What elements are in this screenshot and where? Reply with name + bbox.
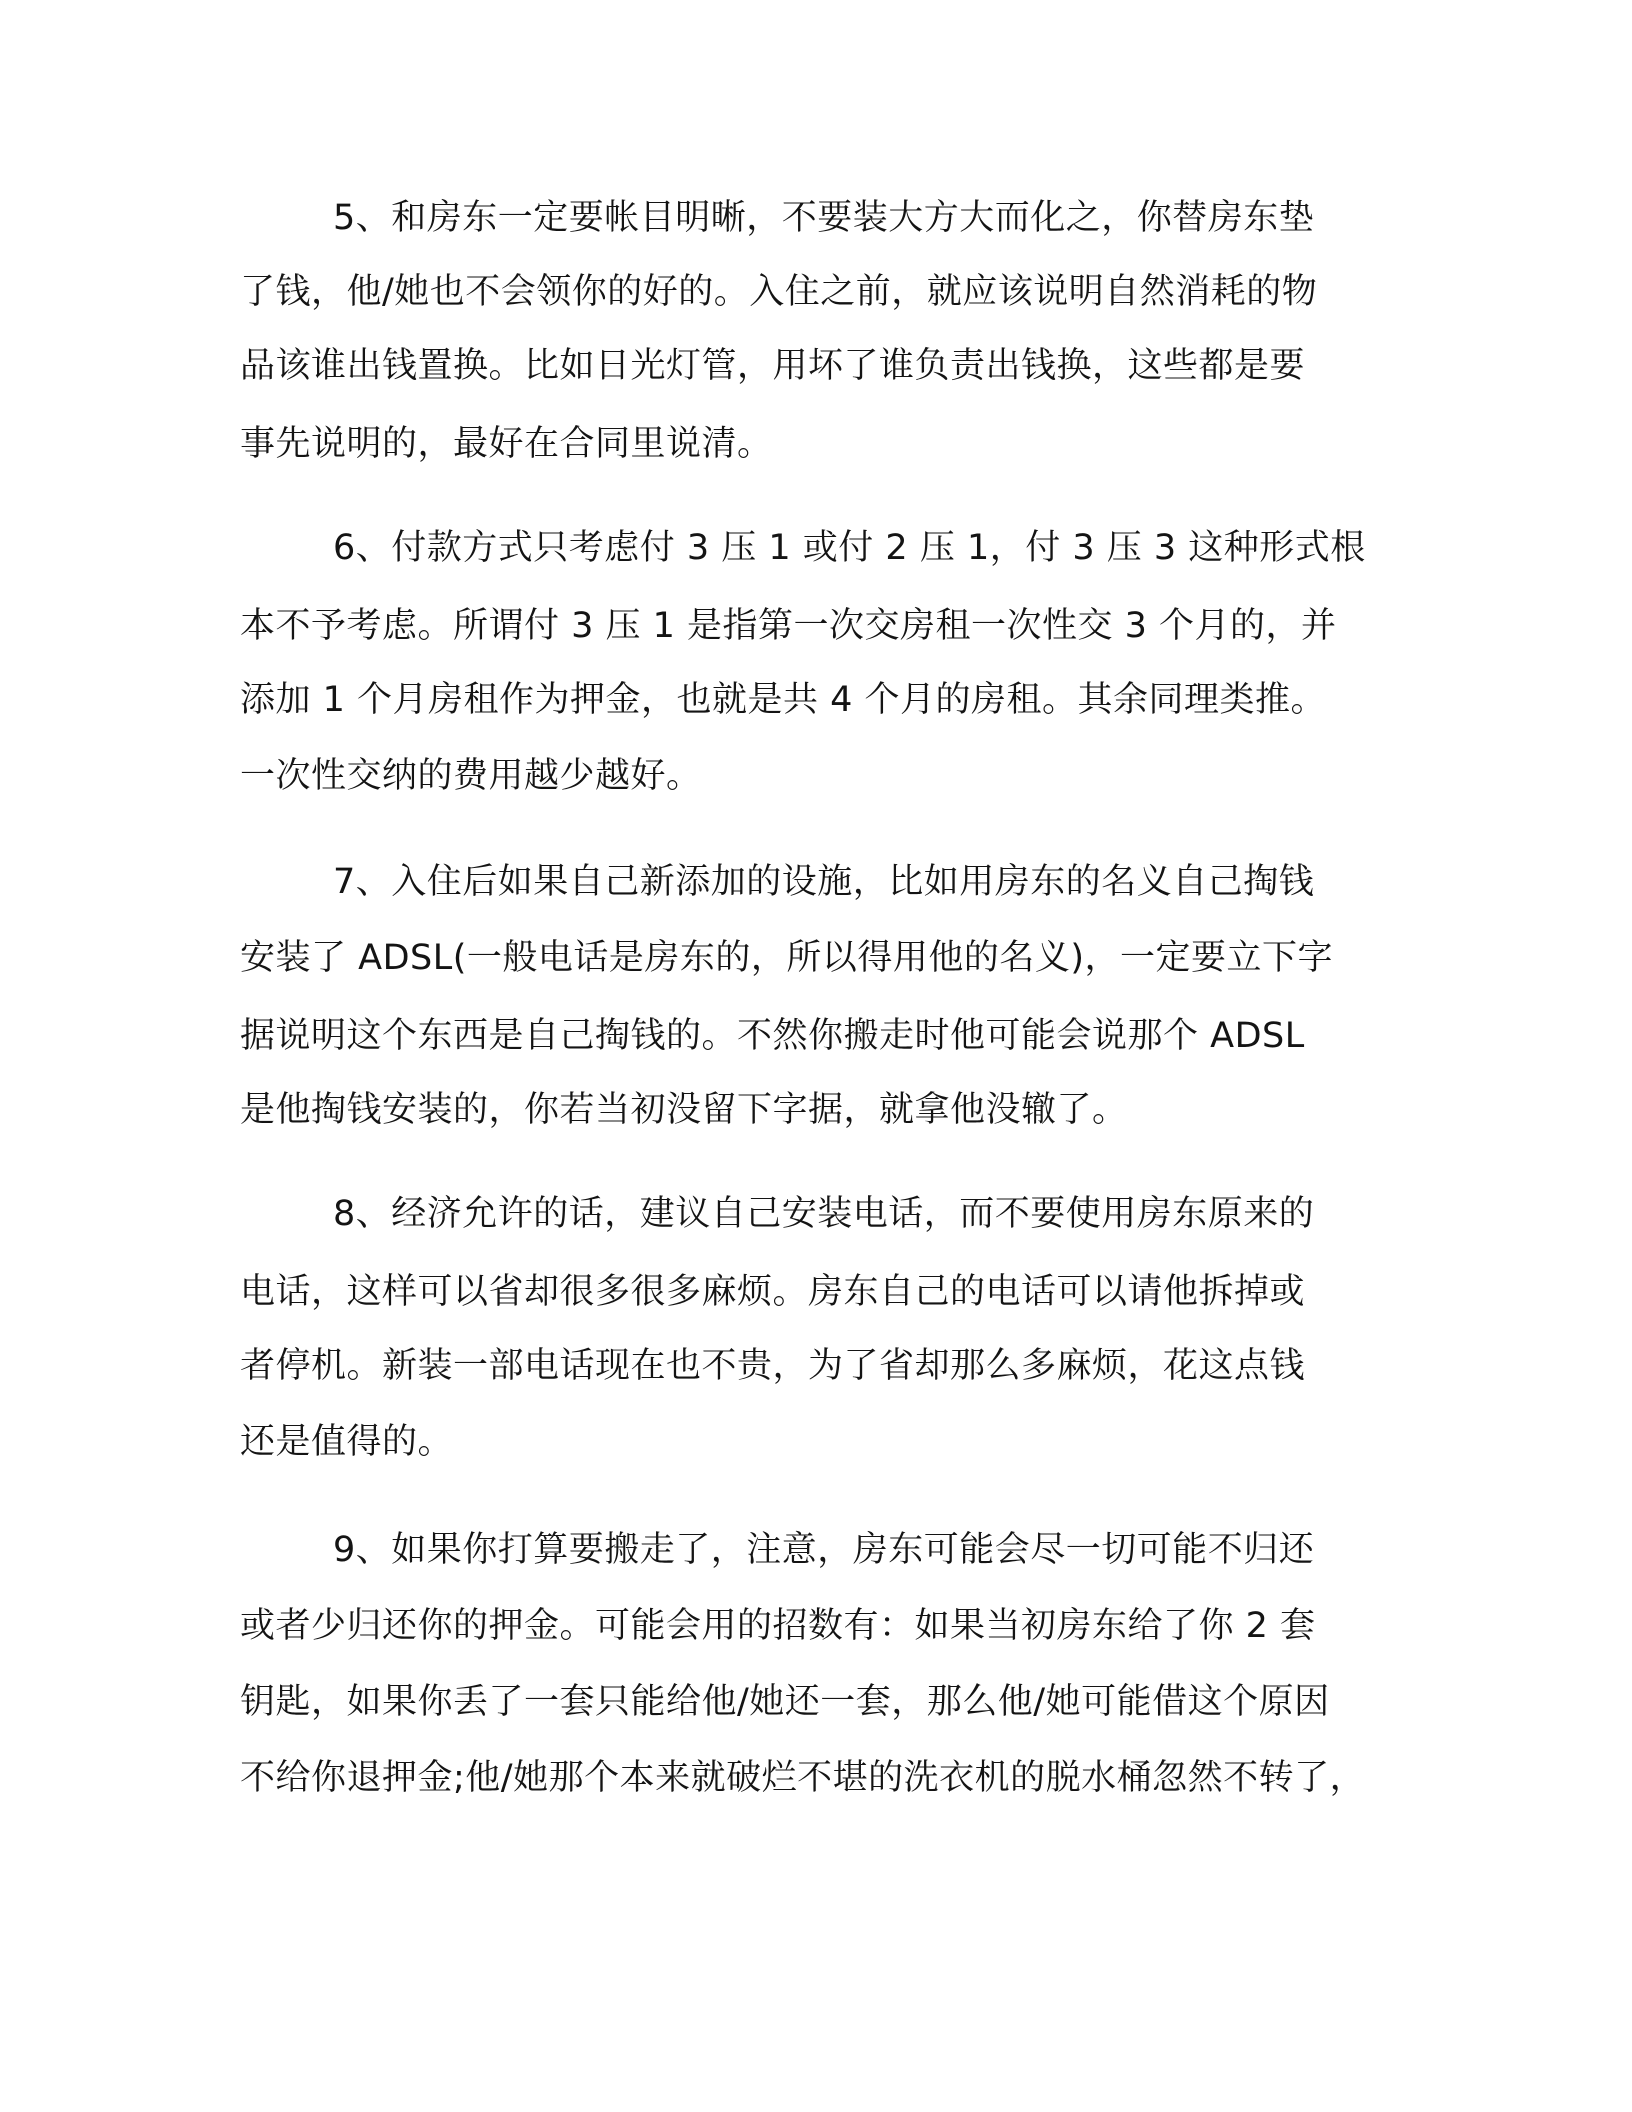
paragraph-9-line-1: 9、如果你打算要搬走了，注意，房东可能会尽一切可能不归还 bbox=[333, 1530, 1315, 1570]
paragraph-8-line-3: 者停机。新装一部电话现在也不贵，为了省却那么多麻烦，花这点钱 bbox=[240, 1346, 1306, 1386]
paragraph-9-line-3: 钥匙，如果你丢了一套只能给他/她还一套，那么他/她可能借这个原因 bbox=[240, 1682, 1330, 1722]
paragraph-6-line-4: 一次性交纳的费用越少越好。 bbox=[240, 756, 702, 796]
paragraph-5-line-4: 事先说明的，最好在合同里说清。 bbox=[240, 424, 773, 464]
paragraph-5-line-1: 5、和房东一定要帐目明晰，不要装大方大而化之，你替房东垫 bbox=[333, 198, 1315, 238]
paragraph-6-line-3: 添加 1 个月房租作为押金，也就是共 4 个月的房租。其余同理类推。 bbox=[240, 680, 1327, 720]
paragraph-8-line-1: 8、经济允许的话，建议自己安装电话，而不要使用房东原来的 bbox=[333, 1194, 1315, 1234]
paragraph-7-line-3: 据说明这个东西是自己掏钱的。不然你搬走时他可能会说那个 ADSL bbox=[240, 1016, 1305, 1056]
paragraph-6-line-2: 本不予考虑。所谓付 3 压 1 是指第一次交房租一次性交 3 个月的，并 bbox=[240, 606, 1337, 646]
paragraph-9-line-2: 或者少归还你的押金。可能会用的招数有：如果当初房东给了你 2 套 bbox=[240, 1606, 1316, 1646]
paragraph-9-line-4: 不给你退押金;他/她那个本来就破烂不堪的洗衣机的脱水桶忽然不转了， bbox=[240, 1758, 1366, 1798]
paragraph-5-line-3: 品该谁出钱置换。比如日光灯管，用坏了谁负责出钱换，这些都是要 bbox=[240, 346, 1306, 386]
paragraph-7-line-1: 7、入住后如果自己新添加的设施，比如用房东的名义自己掏钱 bbox=[333, 862, 1315, 902]
paragraph-8-line-4: 还是值得的。 bbox=[240, 1422, 454, 1462]
paragraph-6-line-1: 6、付款方式只考虑付 3 压 1 或付 2 压 1，付 3 压 3 这种形式根 bbox=[333, 528, 1366, 568]
paragraph-8-line-2: 电话，这样可以省却很多很多麻烦。房东自己的电话可以请他拆掉或 bbox=[240, 1272, 1306, 1312]
paragraph-7-line-4: 是他掏钱安装的，你若当初没留下字据，就拿他没辙了。 bbox=[240, 1090, 1128, 1130]
paragraph-5-line-2: 了钱，他/她也不会领你的好的。入住之前，就应该说明自然消耗的物 bbox=[240, 272, 1318, 312]
paragraph-7-line-2: 安装了 ADSL(一般电话是房东的，所以得用他的名义)，一定要立下字 bbox=[240, 938, 1334, 978]
